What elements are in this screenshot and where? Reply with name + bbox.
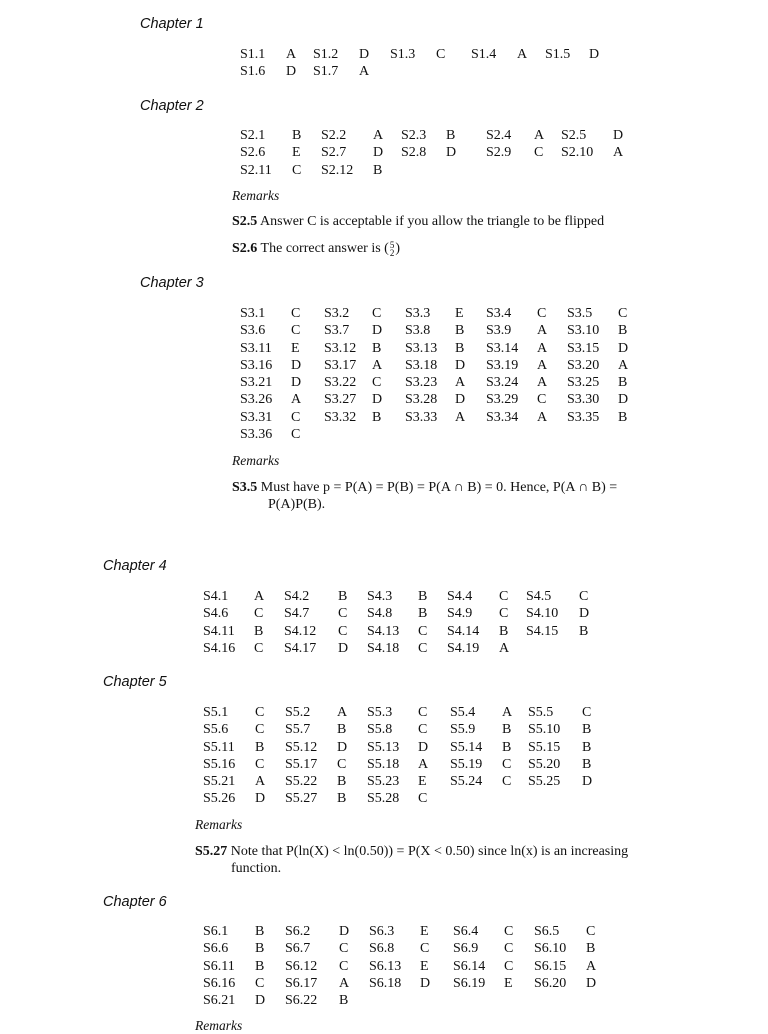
- question-id: S3.34: [486, 409, 519, 425]
- chapter-2-answer-grid: [240, 127, 633, 179]
- question-id: S3.22: [324, 375, 357, 391]
- question-id: S4.6: [203, 606, 229, 622]
- question-id: S5.2: [285, 705, 311, 720]
- chapter-3-remarks-heading: Remarks: [232, 453, 280, 468]
- answer-letter: E: [292, 145, 301, 161]
- chapter-4-title: Chapter 4: [103, 558, 167, 574]
- question-id: S5.10: [528, 722, 561, 738]
- answer-letter: B: [255, 958, 265, 974]
- chapter-4-answer-grid: [203, 588, 599, 657]
- question-id: S3.21: [240, 375, 273, 391]
- answer-letter: C: [418, 791, 428, 807]
- answer-letter: B: [579, 623, 589, 639]
- question-id: S6.20: [534, 975, 567, 991]
- question-id: S5.26: [203, 791, 236, 807]
- answer-letter: D: [420, 975, 431, 991]
- remark-continuation: P(A)P(B).: [268, 497, 326, 512]
- question-id: S2.7: [321, 145, 347, 161]
- answer-letter: C: [504, 924, 514, 939]
- answer-letter: B: [502, 722, 512, 738]
- question-id: S4.17: [284, 640, 317, 656]
- answer-letter: E: [504, 975, 513, 991]
- question-id: S4.12: [284, 623, 317, 639]
- question-id: S6.10: [534, 941, 567, 957]
- answer-letter: B: [373, 162, 383, 178]
- question-id: S6.1: [203, 924, 229, 939]
- answer-letter: C: [418, 705, 428, 720]
- question-id: S3.29: [486, 392, 519, 408]
- answer-letter: B: [372, 340, 382, 356]
- remark-id: S3.5: [232, 480, 258, 495]
- answer-letter: B: [254, 623, 264, 639]
- answer-letter: C: [502, 774, 512, 790]
- answer-letter: A: [517, 47, 528, 62]
- question-id: S3.1: [240, 306, 266, 321]
- question-id: S4.9: [447, 606, 473, 622]
- chapter-6-title: Chapter 6: [103, 894, 167, 910]
- remark-id: S2.6: [232, 241, 258, 256]
- answer-letter: B: [418, 606, 428, 622]
- answer-letter: B: [337, 791, 347, 807]
- question-id: S6.22: [285, 993, 318, 1009]
- question-id: S5.25: [528, 774, 561, 790]
- question-id: S3.11: [240, 340, 272, 356]
- question-id: S3.7: [324, 323, 350, 339]
- question-id: S6.3: [369, 924, 395, 939]
- answer-letter: C: [537, 392, 547, 408]
- chapter-5-remarks-heading: Remarks: [195, 817, 243, 832]
- answer-letter: C: [372, 375, 382, 391]
- answer-letter: E: [420, 924, 429, 939]
- answer-letter: C: [420, 941, 430, 957]
- question-id: S5.18: [367, 756, 400, 772]
- answer-letter: B: [618, 323, 628, 339]
- question-id: S5.23: [367, 774, 400, 790]
- answer-letter: A: [418, 756, 429, 772]
- answer-letter: D: [291, 357, 302, 373]
- answer-letter: A: [586, 958, 597, 974]
- question-id: S3.2: [324, 306, 350, 321]
- answer-letter: D: [618, 340, 629, 356]
- question-id: S5.14: [450, 739, 483, 755]
- answer-letter: C: [504, 958, 514, 974]
- question-id: S3.9: [486, 323, 512, 339]
- answer-letter: B: [455, 340, 465, 356]
- chapter-3-title: Chapter 3: [140, 275, 204, 291]
- question-id: S1.4: [471, 47, 497, 62]
- answer-letter: B: [455, 323, 465, 339]
- answer-letter: B: [418, 589, 428, 604]
- answer-letter: D: [579, 606, 590, 622]
- question-id: S5.27: [285, 791, 318, 807]
- answer-letter: D: [337, 739, 348, 755]
- answer-letter: A: [537, 409, 548, 425]
- question-id: S3.26: [240, 392, 273, 408]
- answer-letter: D: [359, 47, 370, 62]
- question-id: S5.20: [528, 756, 561, 772]
- chapter-5-title: Chapter 5: [103, 674, 167, 690]
- answer-letter: A: [537, 323, 548, 339]
- answer-letter: A: [499, 640, 510, 656]
- question-id: S3.10: [567, 323, 600, 339]
- question-id: S3.13: [405, 340, 438, 356]
- answer-letter: B: [372, 409, 382, 425]
- question-id: S3.31: [240, 409, 273, 425]
- question-id: S5.24: [450, 774, 483, 790]
- remark-text: Must have p = P(A) = P(B) = P(A ∩ B) = 0. Hence, P(A ∩ B) =: [260, 480, 618, 495]
- answer-letter: C: [291, 306, 301, 321]
- question-id: S6.4: [453, 924, 479, 939]
- answer-letter: A: [502, 705, 513, 720]
- answer-letter: C: [618, 306, 628, 321]
- answer-letter: C: [255, 756, 265, 772]
- answer-letter: B: [582, 722, 592, 738]
- answer-letter: D: [455, 392, 466, 408]
- question-id: S1.2: [313, 47, 339, 62]
- answer-letter: C: [338, 606, 348, 622]
- question-id: S6.5: [534, 924, 560, 939]
- remark-continuation: function.: [231, 861, 282, 876]
- question-id: S6.7: [285, 941, 311, 957]
- answer-letter: A: [339, 975, 350, 991]
- answer-letter: C: [372, 306, 382, 321]
- remark-s3-5: [232, 479, 702, 513]
- answer-letter: C: [339, 941, 349, 957]
- question-id: S3.30: [567, 392, 600, 408]
- question-id: S6.11: [203, 958, 235, 974]
- answer-letter: A: [455, 375, 466, 391]
- chapter-5-answer-grid: [203, 704, 602, 808]
- question-id: S5.3: [367, 705, 393, 720]
- answer-letter: C: [339, 958, 349, 974]
- answer-letter: D: [589, 47, 600, 62]
- answer-letter: D: [339, 924, 350, 939]
- answer-letter: A: [372, 357, 383, 373]
- answer-letter: C: [586, 924, 596, 939]
- answer-letter: D: [372, 392, 383, 408]
- question-id: S3.8: [405, 323, 431, 339]
- answer-letter: C: [579, 589, 589, 604]
- answer-letter: E: [420, 958, 429, 974]
- question-id: S3.28: [405, 392, 438, 408]
- answer-letter: B: [582, 739, 592, 755]
- answer-letter: D: [373, 145, 384, 161]
- remark-s2-5: [232, 213, 604, 230]
- question-id: S2.12: [321, 162, 354, 178]
- question-id: S3.27: [324, 392, 357, 408]
- question-id: S3.3: [405, 306, 431, 321]
- remark-id: S2.5: [232, 214, 258, 229]
- question-id: S3.18: [405, 357, 438, 373]
- remark-text: The correct answer is: [260, 241, 381, 256]
- answer-letter: D: [618, 392, 629, 408]
- question-id: S4.14: [447, 623, 480, 639]
- question-id: S6.19: [453, 975, 486, 991]
- answer-letter: A: [537, 340, 548, 356]
- answer-letter: A: [255, 774, 266, 790]
- question-id: S3.32: [324, 409, 357, 425]
- question-id: S3.5: [567, 306, 593, 321]
- answer-letter: A: [286, 47, 297, 62]
- question-id: S3.16: [240, 357, 273, 373]
- answer-letter: C: [537, 306, 547, 321]
- answer-letter: E: [291, 340, 300, 356]
- binomial-coefficient: 5 2: [389, 239, 395, 258]
- answer-letter: A: [337, 705, 348, 720]
- question-id: S5.8: [367, 722, 393, 738]
- answer-letter: C: [255, 705, 265, 720]
- answer-letter: A: [455, 409, 466, 425]
- remark-s2-6: S2.6 The correct answer is ( 5 2 ): [232, 239, 400, 258]
- answer-letter: C: [337, 756, 347, 772]
- answer-letter: B: [255, 941, 265, 957]
- chapter-6-remarks-heading: Remarks: [195, 1018, 243, 1033]
- remark-s5-27: [195, 843, 675, 877]
- answer-letter: A: [359, 64, 370, 80]
- question-id: S6.9: [453, 941, 479, 957]
- question-id: S1.6: [240, 64, 266, 80]
- answer-letter: C: [534, 145, 544, 161]
- answer-letter: C: [499, 589, 509, 604]
- question-id: S1.3: [390, 47, 416, 62]
- answer-letter: A: [291, 392, 302, 408]
- answer-letter: A: [373, 128, 384, 143]
- question-id: S3.6: [240, 323, 266, 339]
- question-id: S5.17: [285, 756, 318, 772]
- question-id: S2.8: [401, 145, 427, 161]
- question-id: S5.16: [203, 756, 236, 772]
- question-id: S4.8: [367, 606, 393, 622]
- answer-letter: B: [337, 722, 347, 738]
- question-id: S3.19: [486, 357, 519, 373]
- answer-letter: D: [586, 975, 597, 991]
- question-id: S5.1: [203, 705, 229, 720]
- answer-letter: E: [455, 306, 464, 321]
- answer-letter: C: [292, 162, 302, 178]
- question-id: S5.11: [203, 739, 235, 755]
- question-id: S2.3: [401, 128, 427, 143]
- question-id: S4.13: [367, 623, 400, 639]
- answer-letter: B: [337, 774, 347, 790]
- question-id: S2.2: [321, 128, 347, 143]
- answer-letter: C: [504, 941, 514, 957]
- question-id: S6.18: [369, 975, 402, 991]
- chapter-2-title: Chapter 2: [140, 98, 204, 114]
- question-id: S2.10: [561, 145, 594, 161]
- answer-letter: B: [582, 756, 592, 772]
- question-id: S2.11: [240, 162, 272, 178]
- question-id: S5.21: [203, 774, 236, 790]
- question-id: S5.28: [367, 791, 400, 807]
- answer-letter: C: [254, 640, 264, 656]
- question-id: S4.1: [203, 589, 229, 604]
- answer-letter: D: [372, 323, 383, 339]
- remark-id: S5.27: [195, 844, 228, 859]
- answer-letter: C: [338, 623, 348, 639]
- answer-letter: C: [418, 623, 428, 639]
- chapter-3-answer-grid: [240, 305, 638, 443]
- chapter-2-remarks-heading: Remarks: [232, 188, 280, 203]
- question-id: S6.13: [369, 958, 402, 974]
- answer-letter: C: [436, 47, 446, 62]
- question-id: S5.13: [367, 739, 400, 755]
- answer-letter: B: [255, 739, 265, 755]
- answer-letter: C: [502, 756, 512, 772]
- question-id: S4.2: [284, 589, 310, 604]
- chapter-1-answer-grid: [240, 46, 609, 81]
- question-id: S6.16: [203, 975, 236, 991]
- answer-letter: C: [254, 606, 264, 622]
- question-id: S1.7: [313, 64, 339, 80]
- question-id: S3.23: [405, 375, 438, 391]
- answer-letter: B: [339, 993, 349, 1009]
- answer-letter: C: [582, 705, 592, 720]
- question-id: S3.33: [405, 409, 438, 425]
- question-id: S1.1: [240, 47, 266, 62]
- question-id: S5.12: [285, 739, 318, 755]
- question-id: S6.6: [203, 941, 229, 957]
- question-id: S3.17: [324, 357, 357, 373]
- answer-letter: C: [418, 640, 428, 656]
- question-id: S2.6: [240, 145, 266, 161]
- question-id: S2.4: [486, 128, 512, 143]
- remark-text: Answer C is acceptable if you allow the triangle to be flipped: [260, 214, 605, 229]
- question-id: S4.16: [203, 640, 236, 656]
- answer-letter: A: [618, 357, 629, 373]
- answer-letter: E: [418, 774, 427, 790]
- question-id: S6.21: [203, 993, 236, 1009]
- question-id: S3.12: [324, 340, 357, 356]
- answer-letter: A: [534, 128, 545, 143]
- answer-letter: D: [446, 145, 457, 161]
- answer-letter: C: [255, 975, 265, 991]
- question-id: S2.1: [240, 128, 266, 143]
- question-id: S3.14: [486, 340, 519, 356]
- question-id: S3.35: [567, 409, 600, 425]
- answer-letter: A: [613, 145, 624, 161]
- answer-letter: C: [255, 722, 265, 738]
- answer-letter: C: [291, 323, 301, 339]
- answer-letter: D: [613, 128, 624, 143]
- question-id: S5.5: [528, 705, 554, 720]
- question-id: S4.11: [203, 623, 235, 639]
- answer-letter: A: [537, 375, 548, 391]
- answer-letter: C: [499, 606, 509, 622]
- question-id: S5.15: [528, 739, 561, 755]
- question-id: S3.25: [567, 375, 600, 391]
- answer-letter: C: [418, 722, 428, 738]
- question-id: S3.36: [240, 427, 273, 443]
- question-id: S4.3: [367, 589, 393, 604]
- question-id: S6.8: [369, 941, 395, 957]
- answer-letter: D: [582, 774, 593, 790]
- question-id: S1.5: [545, 47, 571, 62]
- question-id: S5.7: [285, 722, 311, 738]
- question-id: S5.4: [450, 705, 476, 720]
- question-id: S5.9: [450, 722, 476, 738]
- answer-letter: D: [338, 640, 349, 656]
- chapter-1-title: Chapter 1: [140, 16, 204, 32]
- answer-letter: B: [502, 739, 512, 755]
- answer-letter: B: [618, 375, 628, 391]
- question-id: S6.17: [285, 975, 318, 991]
- question-id: S3.4: [486, 306, 512, 321]
- remark-text: Note that P(ln(X) < ln(0.50)) = P(X < 0.50) since ln(x) is an increasing: [230, 844, 629, 859]
- question-id: S6.2: [285, 924, 311, 939]
- answer-letter: B: [255, 924, 265, 939]
- question-id: S4.4: [447, 589, 473, 604]
- answer-letter: A: [254, 589, 265, 604]
- answer-letter: D: [255, 993, 266, 1009]
- question-id: S4.10: [526, 606, 559, 622]
- question-id: S6.14: [453, 958, 486, 974]
- answer-letter: D: [255, 791, 266, 807]
- answer-letter: D: [291, 375, 302, 391]
- answer-letter: B: [586, 941, 596, 957]
- question-id: S5.19: [450, 756, 483, 772]
- question-id: S6.15: [534, 958, 567, 974]
- question-id: S3.15: [567, 340, 600, 356]
- answer-letter: B: [338, 589, 348, 604]
- question-id: S4.19: [447, 640, 480, 656]
- question-id: S2.9: [486, 145, 512, 161]
- answer-letter: B: [499, 623, 509, 639]
- answer-letter: D: [455, 357, 466, 373]
- question-id: S5.22: [285, 774, 318, 790]
- answer-letter: D: [286, 64, 297, 80]
- answer-letter: A: [537, 357, 548, 373]
- question-id: S3.24: [486, 375, 519, 391]
- answer-letter: C: [291, 409, 301, 425]
- chapter-6-answer-grid: [203, 923, 606, 1009]
- question-id: S4.7: [284, 606, 310, 622]
- question-id: S3.20: [567, 357, 600, 373]
- answer-letter: C: [291, 427, 301, 443]
- question-id: S5.6: [203, 722, 229, 738]
- answer-letter: B: [618, 409, 628, 425]
- question-id: S6.12: [285, 958, 318, 974]
- answer-letter: B: [446, 128, 456, 143]
- question-id: S4.15: [526, 623, 559, 639]
- question-id: S4.5: [526, 589, 552, 604]
- question-id: S2.5: [561, 128, 587, 143]
- answer-letter: B: [292, 128, 302, 143]
- question-id: S4.18: [367, 640, 400, 656]
- answer-letter: D: [418, 739, 429, 755]
